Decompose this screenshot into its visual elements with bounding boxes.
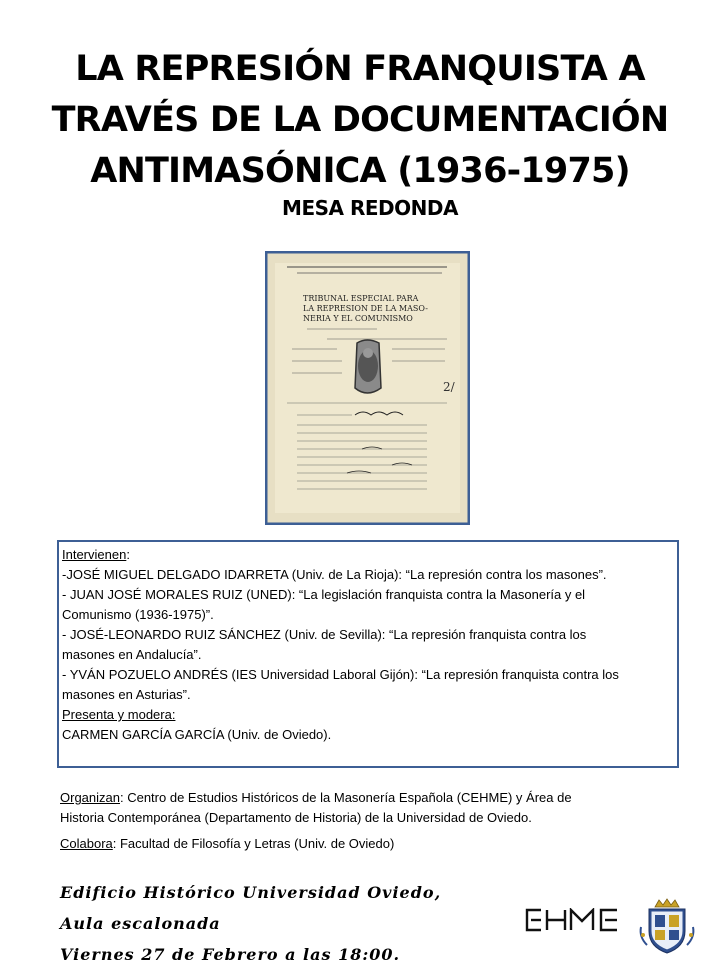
document-stamp-line-1: TRIBUNAL ESPECIAL PARA [303,294,419,303]
title-line-1: LA REPRESIÓN FRANQUISTA A [75,49,645,89]
speaker-3: - JOSÉ-LEONARDO RUIZ SÁNCHEZ (Univ. de Sevilla): “La represión franquista contra los masones en Andalucía”. [62,627,587,662]
poster-subtitle: MESA REDONDA [282,196,458,220]
moderator: CARMEN GARCÍA GARCÍA (Univ. de Oviedo). [62,727,332,742]
speaker-4: - YVÁN POZUELO ANDRÉS (IES Universidad Laboral Gijón): “La represión franquista contra los masones en Asturias”. [62,667,619,702]
moderator-heading: Presenta y modera: [62,707,176,722]
organizers: Organizan: Centro de Estudios Históricos de la Masonería Española (CEHME) y Área de Historia Contemporánea (Departamento de Historia) de la Universidad de Oviedo. [60,790,572,825]
poster-title [20,44,700,197]
speakers-box [57,540,679,768]
venue-building: Edificio Histórico Universidad Oviedo, [60,883,442,902]
venue-date-time: Viernes 27 de Febrero a las 18:00. [60,945,401,964]
tribunal-document-image [265,251,470,525]
svg-text:2/: 2/ [443,380,455,394]
speakers-heading: Intervienen: [62,547,130,562]
speaker-1: -JOSÉ MIGUEL DELGADO IDARRETA (Univ. de La Rioja): “La represión contra los masones”. [62,567,607,582]
title-line-3: ANTIMASÓNICA (1936-1975) [90,151,630,191]
venue-room: Aula escalonada [60,914,221,933]
venue-details [60,877,441,970]
university-crest-icon [637,897,697,960]
cehme-logo-icon [525,908,621,937]
collaborator: Colabora: Facultad de Filosofía y Letras (Univ. de Oviedo) [60,836,395,851]
document-stamp-line-2: LA REPRESION DE LA MASO- [303,304,428,313]
speaker-2: - JUAN JOSÉ MORALES RUIZ (UNED): “La legislación franquista contra la Masonería y el Comunismo (1936-1975)”. [62,587,586,622]
credits [60,788,680,854]
title-line-2: TRAVÉS DE LA DOCUMENTACIÓN [51,100,669,140]
document-stamp-line-3: NERIA Y EL COMUNISMO [303,314,413,323]
